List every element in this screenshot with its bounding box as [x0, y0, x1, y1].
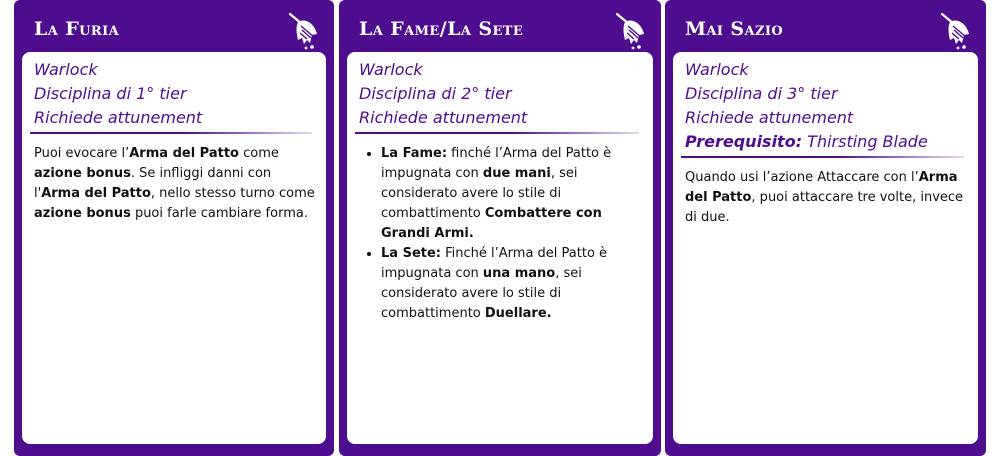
divider	[30, 132, 312, 134]
list-item: • La Sete: Finché l’Arma del Patto è impugnata con una mano, sei considerato avere lo stile di combattimento Duellare.	[381, 244, 643, 324]
attunement-label: Richiede attunement	[34, 108, 203, 127]
card-title: Mai Sazio	[685, 18, 784, 40]
card-meta	[34, 58, 316, 130]
prerequisite	[685, 130, 968, 154]
quill-drip-icon	[938, 10, 974, 50]
card-description: Quando usi l’azione Attaccare con l’Arma del Patto, puoi attaccare tre volte, invece di due.	[685, 170, 964, 225]
class-label: Warlock	[359, 60, 423, 79]
card-la-fame-la-sete	[339, 0, 661, 456]
list-item: • La Fame: finché l’Arma del Patto è impugnata con due mani, sei considerato avere lo stile di combattimento Combattere con Grandi Armi.	[381, 144, 643, 244]
card-title: La Furia	[34, 18, 120, 40]
bullet-list	[359, 144, 643, 324]
prerequisite-value: Thirsting Blade	[802, 132, 928, 151]
card-meta	[359, 58, 643, 130]
attunement-label: Richiede attunement	[359, 108, 528, 127]
tier-label: Disciplina di 2° tier	[359, 84, 512, 103]
card-body	[22, 52, 326, 444]
divider	[355, 132, 639, 134]
card-la-furia	[14, 0, 334, 456]
prerequisite-label: Prerequisito:	[685, 132, 803, 151]
attunement-label: Richiede attunement	[685, 108, 854, 127]
tier-label: Disciplina di 1° tier	[34, 84, 187, 103]
card-description: Puoi evocare l’Arma del Patto come azione bonus. Se infliggi danni con l'Arma del Patto, nello stesso turno come azione bonus puoi farle cambiare forma.	[34, 146, 315, 221]
class-label: Warlock	[685, 60, 749, 79]
card-mai-sazio	[665, 0, 986, 456]
class-label: Warlock	[34, 60, 98, 79]
divider	[681, 156, 964, 158]
card-description	[359, 144, 643, 324]
card-body	[673, 52, 978, 444]
card-meta	[685, 58, 968, 154]
card-body	[347, 52, 653, 444]
quill-drip-icon	[613, 10, 649, 50]
tier-label: Disciplina di 3° tier	[685, 84, 838, 103]
card-title: La Fame/La Sete	[359, 18, 524, 40]
quill-drip-icon	[286, 10, 322, 50]
